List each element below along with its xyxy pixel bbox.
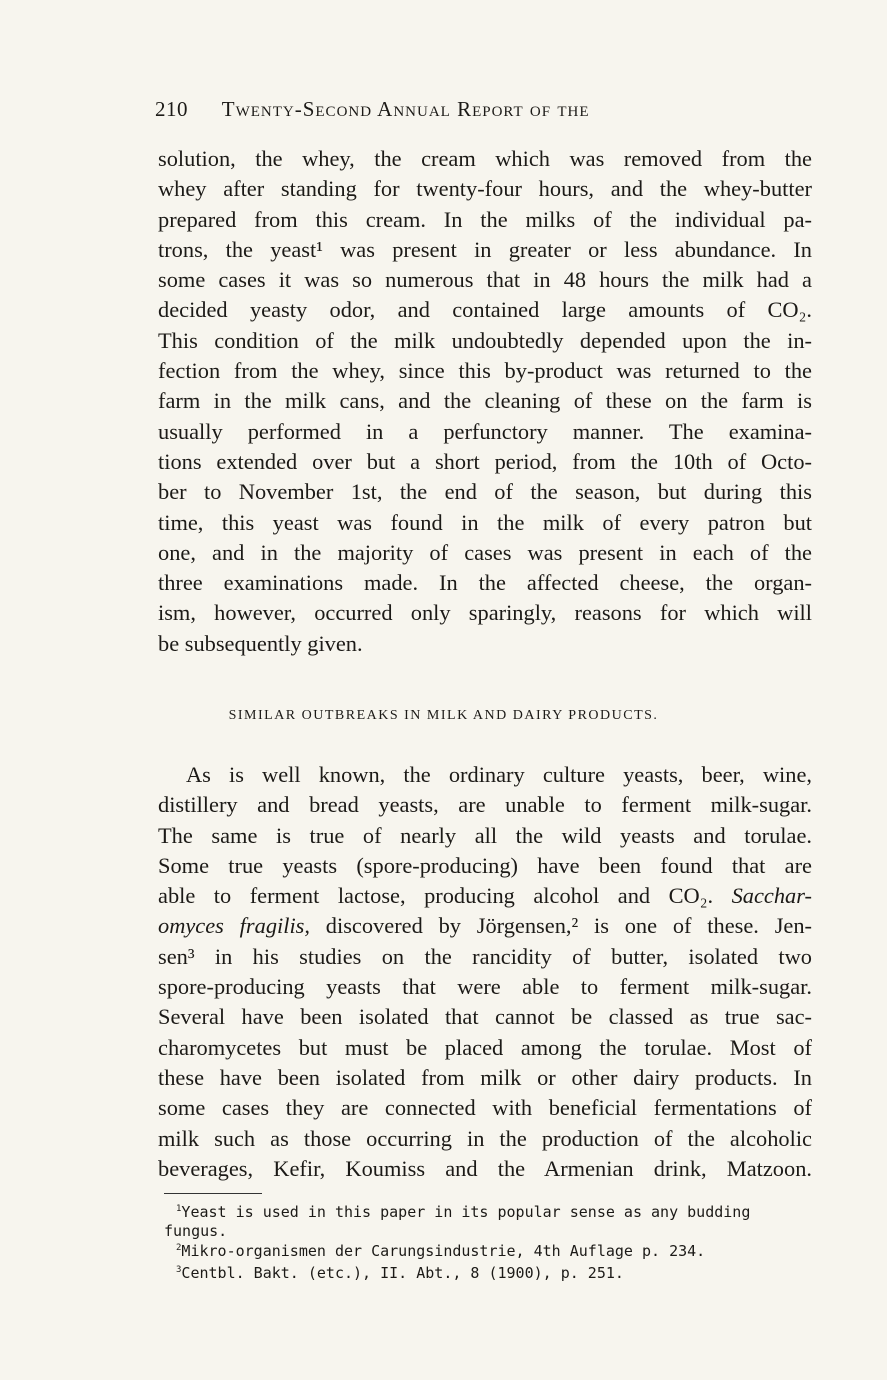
text-line: fection from the whey, since this by-product was returned to the [158, 358, 812, 384]
text-line: trons, the yeast¹ was present in greater or less abundance. In [158, 236, 812, 262]
footnote-text: Centbl. Bakt. (etc.), II. Abt., 8 (1900), p. 251. [181, 1264, 624, 1282]
text-line: ism, however, occurred only sparingly, reasons for which will [158, 600, 812, 626]
page-number: 210 [155, 97, 188, 121]
text-run: able to ferment lactose, producing alcohol and CO₂. [158, 883, 714, 909]
text-line [158, 881, 812, 911]
text-line: three examinations made. In the affected cheese, the organ- [158, 570, 812, 596]
footnote-text: Mikro-organismen der Carungsindustrie, 4th Auflage p. 234. [181, 1242, 706, 1260]
paragraph-1 [158, 144, 812, 659]
footnote-1 [164, 1203, 816, 1241]
footnote-2 [176, 1242, 816, 1261]
text-line: decided yeasty odor, and contained large amounts of CO₂. [158, 297, 812, 323]
text-line: be subsequently given. [158, 630, 363, 656]
text-line: time, this yeast was found in the milk of every patron but [158, 509, 812, 535]
text-line: tions extended over but a short period, from the 10th of Octo- [158, 448, 812, 474]
footnote-mark: 1 [176, 1204, 182, 1214]
footnote-3 [176, 1264, 816, 1283]
text-line: spore-producing yeasts that were able to ferment milk-sugar. [158, 974, 812, 1000]
text-line: prepared from this cream. In the milks of the individual pa- [158, 206, 812, 232]
footnote-mark: 2 [176, 1243, 182, 1253]
species-name: Sacchar- [731, 883, 812, 909]
text-line: ber to November 1st, the end of the season, but during this [158, 479, 812, 505]
text-line: farm in the milk cans, and the cleaning of these on the farm is [158, 388, 812, 414]
text-line: charomycetes but must be placed among the torulae. Most of [158, 1034, 812, 1060]
text-line: distillery and bread yeasts, are unable to ferment milk-sugar. [158, 792, 812, 818]
footnote-text: fungus. [164, 1222, 228, 1240]
text-run: discovered by Jörgensen,² is one of these. Jen- [310, 913, 812, 939]
text-line: Some true yeasts (spore-producing) have been found that are [158, 852, 812, 878]
paragraph-2 [158, 760, 812, 1184]
text-line: solution, the whey, the cream which was removed from the [158, 146, 812, 171]
text-line: some cases they are connected with beneficial fermentations of [158, 1095, 812, 1121]
running-title: Twenty-Second Annual Report of the [221, 97, 590, 121]
text-line: usually performed in a perfunctory manner. The examina- [158, 418, 812, 444]
text-line: these have been isolated from milk or other dairy products. In [158, 1064, 812, 1090]
footnote-divider [164, 1193, 262, 1194]
text-line: some cases it was so numerous that in 48 hours the milk had a [158, 267, 812, 293]
text-line: milk such as those occurring in the production of the alcoholic [158, 1125, 812, 1151]
text-line: one, and in the majority of cases was present in each of the [158, 539, 812, 565]
species-name: omyces fragilis, [158, 913, 310, 939]
running-header [155, 97, 755, 122]
text-line: whey after standing for twenty-four hours, and the whey-butter [158, 176, 812, 202]
footnote-mark: 3 [176, 1265, 182, 1275]
text-line: beverages, Kefir, Koumiss and the Armenian drink, Matzoon. [158, 1155, 812, 1181]
text-line: This condition of the milk undoubtedly depended upon the in- [158, 327, 812, 353]
text-line: Several have been isolated that cannot be classed as true sac- [158, 1004, 812, 1030]
text-line [158, 911, 812, 941]
footnote-text: Yeast is used in this paper in its popular sense as any budding [181, 1203, 751, 1221]
text-line: sen³ in his studies on the rancidity of butter, isolated two [158, 943, 812, 969]
section-heading: SIMILAR OUTBREAKS IN MILK AND DAIRY PRODUCTS. [228, 708, 659, 723]
text-line: The same is true of nearly all the wild yeasts and torulae. [158, 822, 812, 848]
text-line: As is well known, the ordinary culture yeasts, beer, wine, [186, 762, 812, 787]
